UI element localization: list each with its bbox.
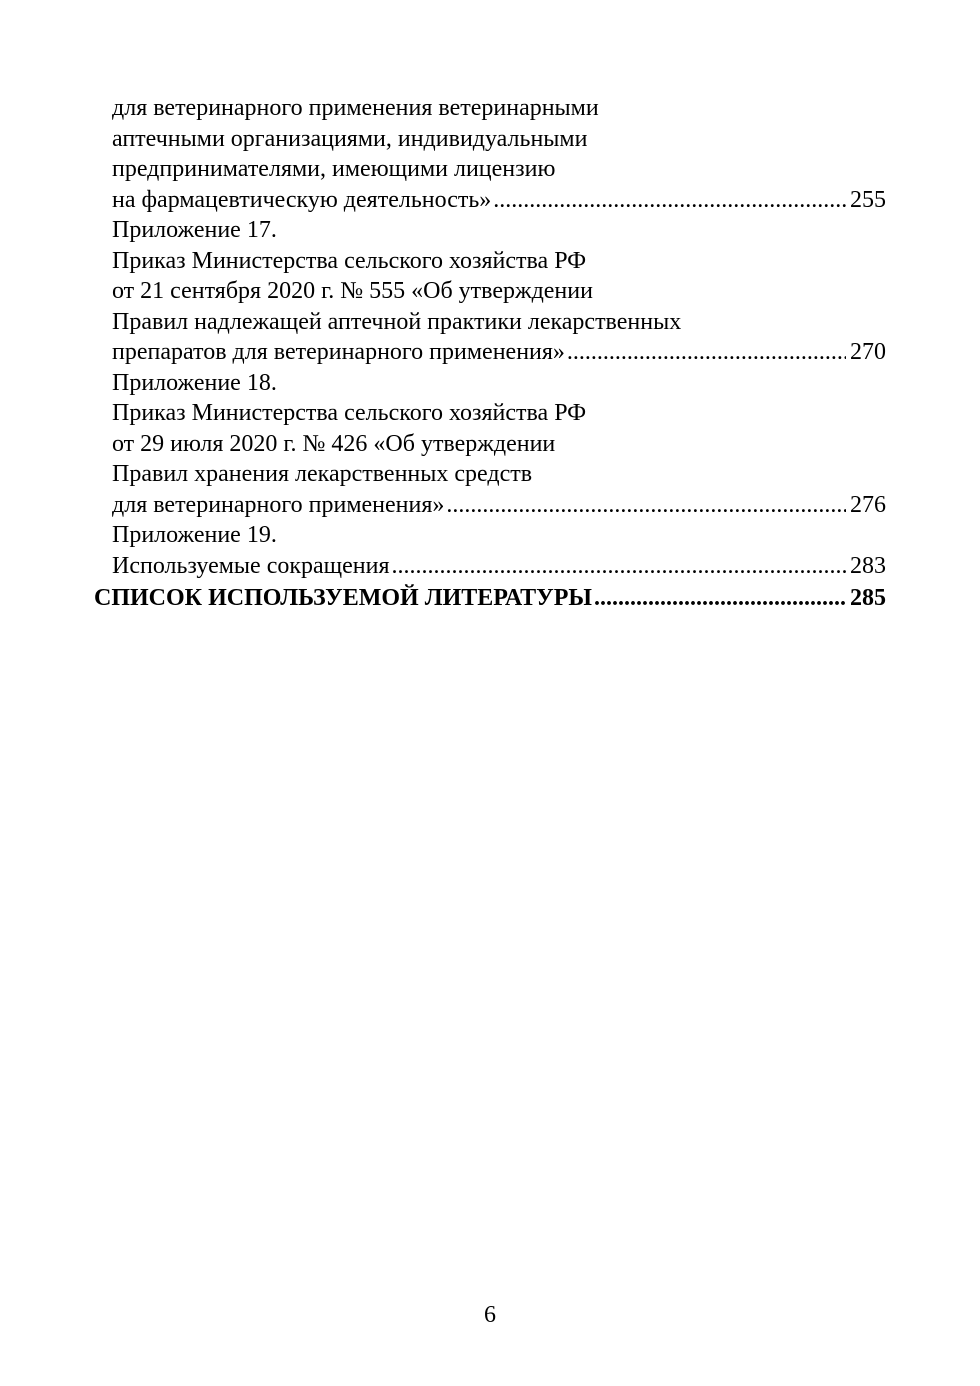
toc-entry-bibliography[interactable] xyxy=(94,581,886,615)
toc-entry-line: Приказ Министерства сельского хозяйства РФ xyxy=(112,400,587,426)
page-number: 6 xyxy=(484,1302,496,1328)
dot-leader xyxy=(567,337,846,368)
toc-entry-appendix-19[interactable] xyxy=(94,551,886,582)
toc-page-number: 276 xyxy=(850,491,886,518)
toc-page-number: 285 xyxy=(850,585,886,611)
toc-page-number: 283 xyxy=(850,552,886,579)
appendix-19-label: Приложение 19. xyxy=(112,522,277,548)
toc-entry-title: на фармацевтическую деятельность» xyxy=(112,186,492,213)
toc-entry-appendix-18[interactable] xyxy=(94,490,886,521)
dot-leader xyxy=(493,185,846,216)
dot-leader xyxy=(594,581,846,615)
appendix-18-label: Приложение 18. xyxy=(112,369,277,396)
toc-entry-line: от 29 июля 2020 г. № 426 «Об утверждении xyxy=(112,430,556,457)
toc-entry-line: Правил надлежащей аптечной практики лекарственных xyxy=(112,308,682,335)
toc-page-number: 255 xyxy=(850,186,886,213)
toc-entry-line: Приказ Министерства сельского хозяйства РФ xyxy=(112,247,587,274)
dot-leader xyxy=(446,490,846,521)
toc-entry-title: препаратов для ветеринарного применения» xyxy=(112,339,565,365)
appendix-17-label: Приложение 17. xyxy=(112,217,277,243)
toc-entry-line: Правил хранения лекарственных средств xyxy=(112,461,533,487)
toc-entry-pharmacy-license[interactable] xyxy=(94,185,886,216)
toc-entry-appendix-17[interactable] xyxy=(94,337,886,368)
toc-entry-title: СПИСОК ИСПОЛЬЗУЕМОЙ ЛИТЕРАТУРЫ xyxy=(94,585,592,611)
toc-entry-line: предпринимателями, имеющими лицензию xyxy=(112,156,556,182)
table-of-contents xyxy=(94,93,886,615)
dot-leader xyxy=(392,551,846,582)
toc-entry-line: для ветеринарного применения ветеринарными xyxy=(112,95,599,121)
toc-page-number: 270 xyxy=(850,339,886,365)
toc-entry-line: от 21 сентября 2020 г. № 555 «Об утверждении xyxy=(112,278,593,304)
toc-entry-line: аптечными организациями, индивидуальными xyxy=(112,125,588,152)
toc-entry-title: Используемые сокращения xyxy=(112,552,390,579)
toc-entry-title: для ветеринарного применения» xyxy=(112,491,445,518)
